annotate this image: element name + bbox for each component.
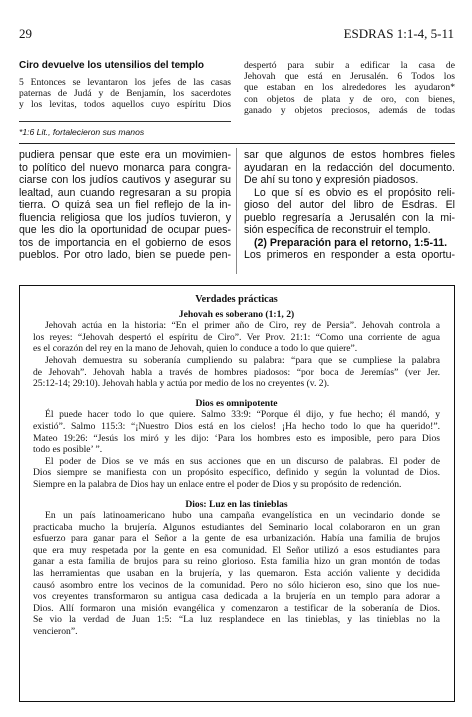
section-divider xyxy=(19,143,455,144)
box-line: que era muy respetada por la gente en esa comunidad. El Señor utilizó a esos estudiantes para xyxy=(33,544,440,556)
box-line: las herramientas que usaban en la brujería, y las quemaron. Esta acción valiente y decidida xyxy=(33,568,440,580)
box-line: Siempre en la palabra de Dios hay un enlace entre el poder de Dios y su propósito de redención. xyxy=(33,478,402,490)
commentary-right-para-2 xyxy=(244,187,455,237)
scripture-heading: Ciro devuelve los utensilios del templo xyxy=(19,60,205,71)
commentary-line: Lo que sí es obvio es el propósito reli- xyxy=(254,186,455,199)
commentary-right-para-1 xyxy=(244,149,455,187)
scripture-left-text xyxy=(19,77,231,111)
scripture-line: que estaban en los alrededores les ayudaron* xyxy=(244,82,455,94)
box-line: En un país latinoamericano hubo una campaña evangelística en un vecindario donde se xyxy=(45,510,440,522)
box-line: Dios siempre se manifiesta con un propósito específico, definido y según la voluntad de Dios. xyxy=(33,467,440,479)
column-divider xyxy=(236,148,237,274)
scripture-right-column xyxy=(244,60,455,116)
box-line: Dios. Allí formaron una misión evangélica y comenzaron a testificar de la soberanía de Dios. xyxy=(33,602,440,614)
commentary-line: pueblos. Por otro lado, bien se puede pen- xyxy=(19,249,231,261)
box-line: causó asombro entre los vecinos de la comunidad. Pero no sólo hicieron eso, sino que los nue- xyxy=(33,579,440,591)
commentary-line: gioso del autor del libro de Esdras. El xyxy=(244,199,455,211)
box-line: todo es posible’ ”. xyxy=(33,444,103,456)
box-paragraph xyxy=(33,456,440,491)
section-heading-retorno: (2) Preparación para el retorno, 1:5-11. xyxy=(254,236,448,249)
commentary-line: pueblo regresaría a Jerusalén con la mi- xyxy=(244,211,455,224)
box-line: Jehovah demuestra su soberanía cumpliendo su palabra: “para que se cumpliese la palabra xyxy=(45,354,440,366)
box-line: practicaba mucho la brujería. Algunos estudiantes del Seminario local colaboraron en un gran xyxy=(33,521,440,533)
scripture-line: con objetos de plata y de oro, con bienes, xyxy=(244,93,455,105)
commentary-line: ayudaran en la redacción del documento. xyxy=(244,161,455,174)
box-line: existió”. Salmo 115:3: “¡Nuestro Dios está en los cielos! ¡Ha hecho todo lo que ha querido!”. xyxy=(33,420,440,432)
commentary-left-column xyxy=(19,149,231,262)
commentary-line: tierra. O quizá sea un fiel reflejo de la in- xyxy=(19,199,231,211)
box-line: Él puede hacer todo lo que quiere. Salmo 33:9: “Porque él dijo, y fue hecho; él mandó, y xyxy=(45,409,440,421)
commentary-line: ciarse con los judíos cautivos y asegurar su xyxy=(19,174,231,186)
practical-truths-box xyxy=(19,285,455,702)
box-paragraph xyxy=(33,320,440,355)
commentary-line: De ahí su tono y expresión piadosos. xyxy=(244,174,419,186)
scripture-line: despertó para subir a edificar la casa de xyxy=(244,60,455,71)
commentary-right-para-3 xyxy=(244,249,455,262)
box-line: Se vio la verdad de Juan 1:5: “La luz resplandece en las tinieblas, y las tinieblas no la xyxy=(33,614,440,626)
box-line: 25:12-14; 29:10). Jehovah habla y actúa por medio de los no creyentes (v. 2). xyxy=(33,378,330,390)
scripture-line: paternas de Judá y de Benjamín, los sacerdotes xyxy=(19,88,231,100)
box-title: Verdades prácticas xyxy=(195,294,278,305)
scripture-line: ganado y objetos preciosos, además de todas xyxy=(244,104,455,116)
commentary-line: fluencia religiosa que los judíos tuvieron, y xyxy=(19,211,231,224)
box-line: ganar a esta familia de brujos para su reino glorioso. Esta familia hizo un gran montón de todas xyxy=(33,556,440,568)
box-line: de Jehovah”. Jehovah habla a través de hombres piadosos: “por boca de Jeremías” (ver Jer. xyxy=(33,366,440,378)
commentary-line: sión específica de reconstruir el templo. xyxy=(244,224,431,236)
running-head: ESDRAS 1:1-4, 5-11 xyxy=(343,26,454,41)
practical-truths-content xyxy=(33,294,440,638)
commentary-line: lealtad, aun cuando regresaran a su propia xyxy=(19,186,231,199)
box-line: esfuerzo para ganar para el Señor a la gente de esa urbanización. Había una familia de brujos xyxy=(33,533,440,545)
box-subtitle: Dios: Luz en las tinieblas xyxy=(185,498,288,510)
box-paragraph xyxy=(33,409,440,455)
box-line: es el corazón del rey en la mano de Jehovah, quien lo conduce a todo lo que quiere”. xyxy=(33,343,358,355)
footnote-rule xyxy=(19,121,231,122)
scripture-right-text xyxy=(244,60,455,116)
commentary-line: Los primeros en responder a esta oportu- xyxy=(244,249,455,261)
box-line: El poder de Dios se ve más en sus acciones que en un discurso de palabras. El poder de xyxy=(45,455,440,467)
commentary-line: to político del nuevo monarca para congra- xyxy=(19,161,231,174)
scripture-line: y los levitas, todos aquellos cuyo espíritu Dios xyxy=(19,99,231,111)
box-line: los reyes: “Jehovah despertó el espíritu de Ciro”. Ver Prov. 21:1: “Como una corriente de agua xyxy=(33,331,440,343)
scripture-line: 5 Entonces se levantaron los jefes de las casas xyxy=(19,77,231,88)
commentary-line: tos de importancia en el gobierno de esos xyxy=(19,236,231,249)
box-line: vos creyentes transformaron su antigua casa dedicada a la brujería en un templo para adorar a xyxy=(33,591,440,603)
commentary-line: que les dio la oportunidad de ocupar pues- xyxy=(19,224,231,236)
scripture-left-column xyxy=(19,60,231,111)
box-line: Jehovah actúa en la historia: “En el primer año de Ciro, rey de Persia”. Jehovah controla a xyxy=(45,320,440,332)
commentary-line: sar que algunos de estos hombres fieles xyxy=(244,149,455,161)
commentary-line: pudiera pensar que este era un movimien- xyxy=(19,149,231,161)
box-line: Mateo 19:26: “Jesús los miró y les dijo: ‘Para los hombres esto es imposible, pero para Dios xyxy=(33,432,440,444)
box-paragraph xyxy=(33,355,440,390)
box-paragraph xyxy=(33,510,440,638)
box-line: vencieron”. xyxy=(33,626,78,638)
commentary-right-column xyxy=(244,149,455,262)
box-subtitle: Dios es omnipotente xyxy=(195,397,278,409)
box-subtitle: Jehovah es soberano (1:1, 2) xyxy=(178,308,295,320)
page-number: 29 xyxy=(19,26,32,41)
scripture-line: Jehovah que está en Jerusalén. 6 Todos los xyxy=(244,71,455,83)
footnote: *1:6 Lit., fortalecieron sus manos xyxy=(19,127,145,137)
